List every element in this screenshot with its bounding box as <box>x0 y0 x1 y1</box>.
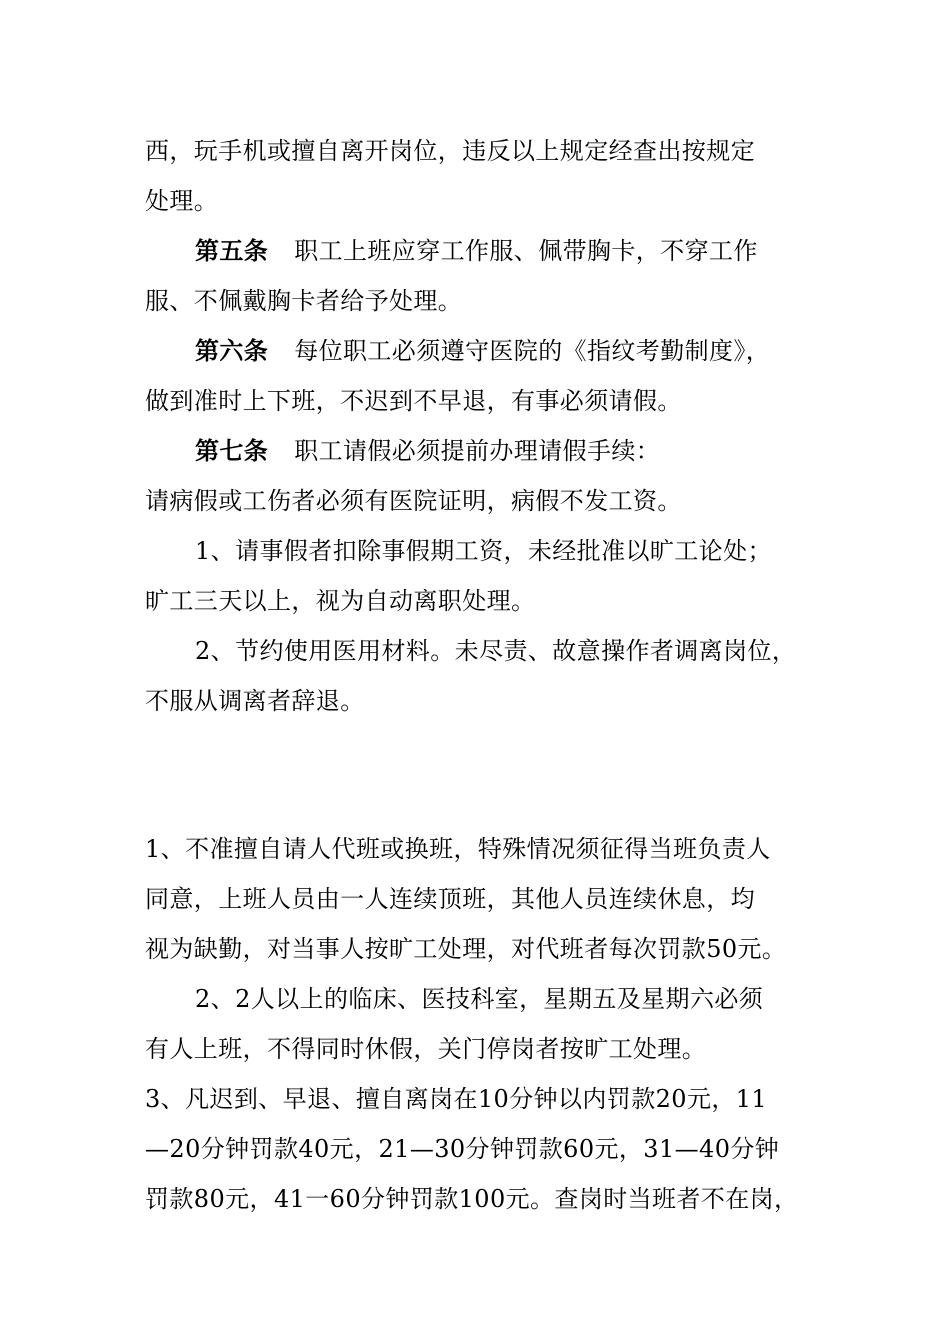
article-heading: 第七条 <box>195 436 269 465</box>
text-line: —20分钟罚款40元，21—30分钟罚款60元，31—40分钟 <box>145 1135 780 1163</box>
text-line: 职工上班应穿工作服、佩带胸卡，不穿工作 <box>294 237 758 265</box>
text-line: 同意，上班人员由一人连续顶班，其他人员连续休息，均 <box>145 885 755 913</box>
text-line: 1、请事假者扣除事假期工资，未经批准以旷工论处； <box>195 537 772 565</box>
text-line: 每位职工必须遵守医院的《指纹考勤制度》， <box>294 337 771 365</box>
text-line: 视为缺勤，对当事人按旷工处理，对代班者每次罚款50元。 <box>145 935 787 963</box>
article-heading: 第六条 <box>195 336 269 365</box>
text-line: 有人上班，不得同时休假，关门停岗者按旷工处理。 <box>145 1035 707 1063</box>
text-line: 2、2人以上的临床、医技科室，星期五及星期六必须 <box>195 985 764 1013</box>
article-heading: 第五条 <box>195 236 269 265</box>
text-line: 3、凡迟到、早退、擅自离岗在10分钟以内罚款20元，11 <box>145 1085 768 1113</box>
text-line: 西，玩手机或擅自离开岗位，违反以上规定经查出按规定 <box>145 137 755 165</box>
text-line: 旷工三天以上，视为自动离职处理。 <box>145 587 536 615</box>
article-seven <box>195 435 660 467</box>
text-line: 2、节约使用医用材料。未尽责、故意操作者调离岗位， <box>195 637 797 665</box>
text-line: 处理。 <box>145 187 219 215</box>
text-line: 职工请假必须提前办理请假手续： <box>294 437 661 465</box>
text-line: 做到准时上下班，不迟到不早退，有事必须请假。 <box>145 387 682 415</box>
text-line: 服、不佩戴胸卡者给予处理。 <box>145 287 463 315</box>
text-line: 请病假或工伤者必须有医院证明，病假不发工资。 <box>145 487 682 515</box>
text-line: 1、不准擅自请人代班或换班，特殊情况须征得当班负责人 <box>145 835 771 863</box>
article-five <box>195 235 758 267</box>
text-line: 不服从调离者辞退。 <box>145 687 365 715</box>
text-line: 罚款80元，41一60分钟罚款100元。查岗时当班者不在岗， <box>145 1185 799 1213</box>
article-six <box>195 335 770 367</box>
